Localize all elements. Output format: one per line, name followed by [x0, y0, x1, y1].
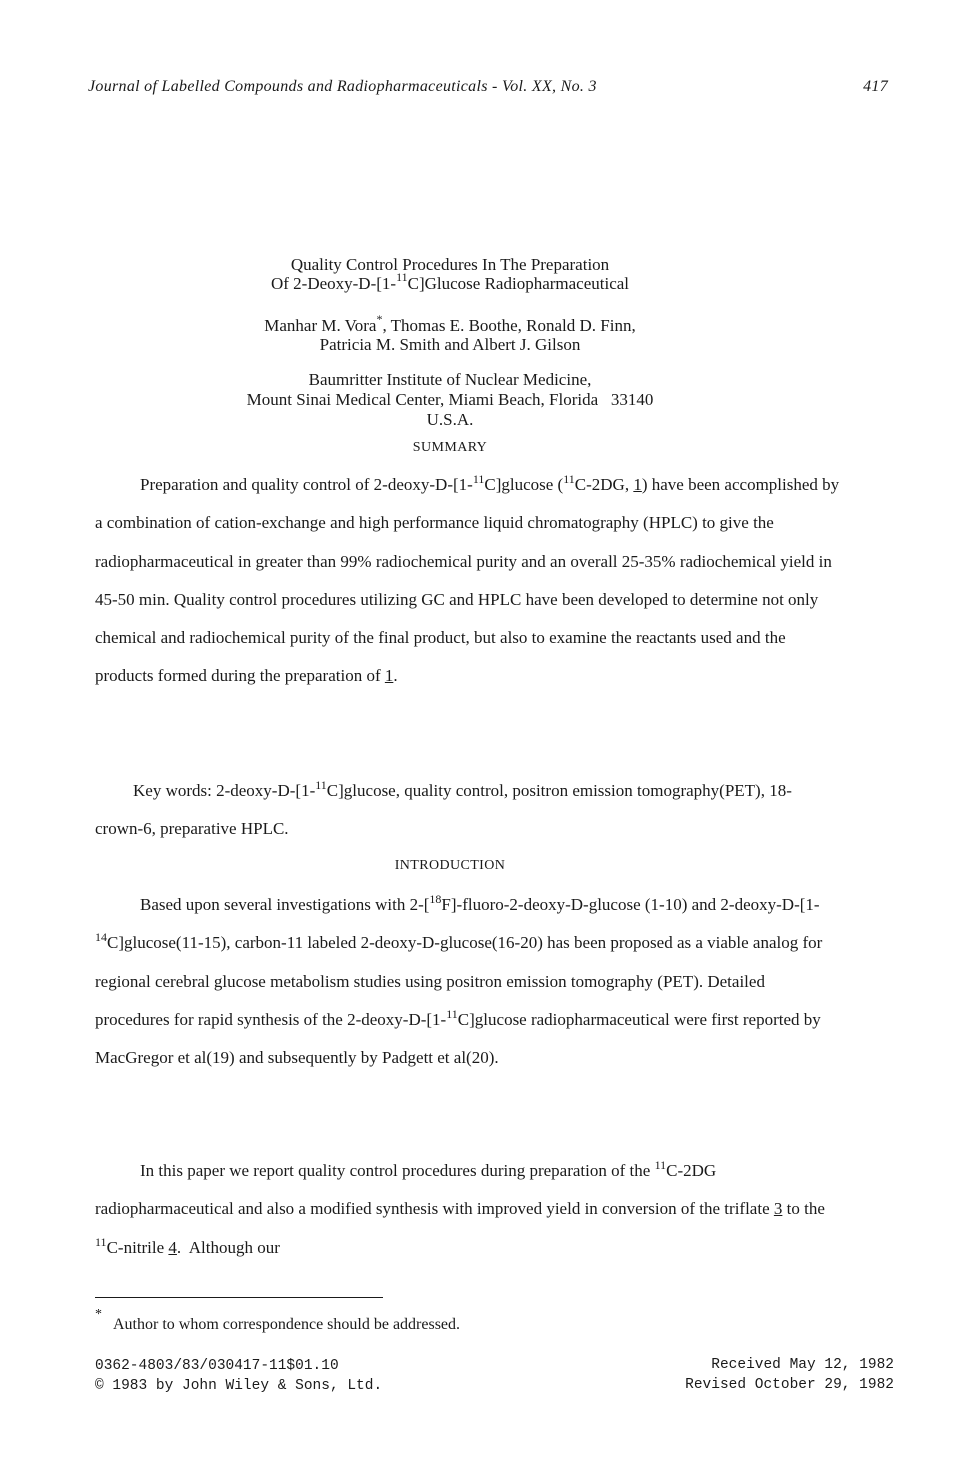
article-code: 0362-4803/83/030417-11$01.10: [95, 1358, 339, 1374]
intro-paragraph-1: [95, 886, 840, 1077]
isotope-superscript: 11: [654, 1158, 667, 1172]
received-date: Received May 12, 1982: [711, 1357, 894, 1373]
publication-info: [95, 1356, 382, 1396]
footnote-rule: [95, 1297, 383, 1298]
title-isotope: 11: [396, 270, 408, 284]
summary-text: ) have been accomplished by a combination of cation-exchange and high performance liquid chromatography (HPLC) to give the radiopharmaceutical in greater than 99% radiochemical purity and an overall 25-35% radiochemical yield in 45-50 min. Quality control procedures utilizing GC and HPLC have been developed to determine not only chemical and radiochemical purity of the final product, but also to examine the reactants used and the products formed during the preparation of: [95, 475, 840, 686]
authors-line-1: [0, 312, 900, 335]
intro-text: C-nitrile: [106, 1237, 169, 1257]
affiliation-line-1: Baumritter Institute of Nuclear Medicine,: [308, 370, 592, 389]
keywords: [95, 772, 840, 848]
affiliation: [0, 370, 900, 430]
title-line-1: Quality Control Procedures In The Preparation: [290, 255, 610, 274]
introduction-heading: INTRODUCTION: [394, 858, 506, 873]
summary-heading: SUMMARY: [412, 440, 488, 455]
isotope-superscript: 11: [563, 472, 575, 486]
compound-ref: 1: [384, 666, 394, 686]
affiliation-line-2: Mount Sinai Medical Center, Miami Beach, Florida 33140: [246, 390, 654, 409]
journal-name: Journal of Labelled Compounds and Radiopharmaceuticals - Vol. XX, No. 3: [88, 78, 597, 95]
title-text: Of 2-Deoxy-D-[1-: [270, 274, 397, 293]
compound-ref: 3: [773, 1199, 783, 1219]
footnote: [95, 1306, 460, 1334]
paper-title: [0, 255, 900, 293]
summary-text: .: [393, 666, 398, 686]
isotope-superscript: 11: [95, 1234, 107, 1249]
isotope-superscript: 18: [429, 892, 442, 906]
isotope-superscript: 14: [95, 930, 107, 945]
title-text: C]Glucose Radiopharmaceutical: [407, 274, 630, 293]
intro-text: to the: [782, 1199, 825, 1219]
summary-text: C-2DG,: [574, 475, 634, 494]
summary-text: C]glucose (: [484, 475, 564, 494]
isotope-superscript: 11: [472, 472, 485, 486]
keywords-text: C]glucose, quality control, positron emission tomography(PET), 18-crown-6, preparative HPLC.: [95, 781, 792, 838]
isotope-superscript: 11: [315, 778, 327, 792]
intro-text: C]glucose(11-15), carbon-11 labeled 2-deoxy-D-glucose(16-20) has been proposed as a viable analog for regional cerebral glucose metabolism studies using positron emission tomography (PET). Detailed procedures for rapid synthesis of the 2-deoxy-D-[1-: [95, 933, 823, 1029]
authors-line-2: Patricia M. Smith and Albert J. Gilson: [319, 335, 581, 354]
intro-text: Based upon several investigations with 2-[: [140, 895, 430, 914]
summary-paragraph: [95, 466, 840, 696]
running-head: [88, 78, 888, 96]
corresponding-marker: *: [376, 312, 383, 326]
footnote-text: Author to whom correspondence should be addressed.: [113, 1316, 461, 1333]
affiliation-line-3: U.S.A.: [426, 410, 474, 429]
intro-text: . Although our: [176, 1237, 280, 1257]
copyright: © 1983 by John Wiley & Sons, Ltd.: [95, 1378, 383, 1394]
intro-text: C]glucose radiopharmaceutical were first reported by MacGregor et al(19) and subsequently by Padgett et al(20).: [95, 1009, 821, 1068]
footnote-marker: *: [95, 1307, 102, 1322]
compound-ref: 4: [168, 1237, 177, 1257]
isotope-superscript: 11: [446, 1006, 458, 1021]
intro-text: In this paper we report quality control procedures during preparation of the: [140, 1161, 655, 1180]
page-number: 417: [863, 78, 888, 95]
author-name: Manhar M. Vora: [264, 316, 377, 335]
compound-ref: 1: [633, 475, 642, 494]
keywords-text: Key words: 2-deoxy-D-[1-: [133, 781, 316, 800]
intro-text: C-2DG radiopharmaceutical and also a modified synthesis with improved yield in conversion of the triflate: [95, 1161, 774, 1219]
author-names: , Thomas E. Boothe, Ronald D. Finn,: [382, 316, 636, 335]
summary-text: Preparation and quality control of 2-deoxy-D-[1-: [140, 475, 473, 494]
intro-paragraph-2: [95, 1152, 840, 1267]
author-list: [0, 312, 900, 354]
intro-text: F]-fluoro-2-deoxy-D-glucose (1-10) and 2-deoxy-D-[1-: [441, 895, 820, 914]
manuscript-dates: [685, 1355, 894, 1395]
title-line-2: [0, 270, 900, 293]
revised-date: Revised October 29, 1982: [685, 1377, 894, 1393]
